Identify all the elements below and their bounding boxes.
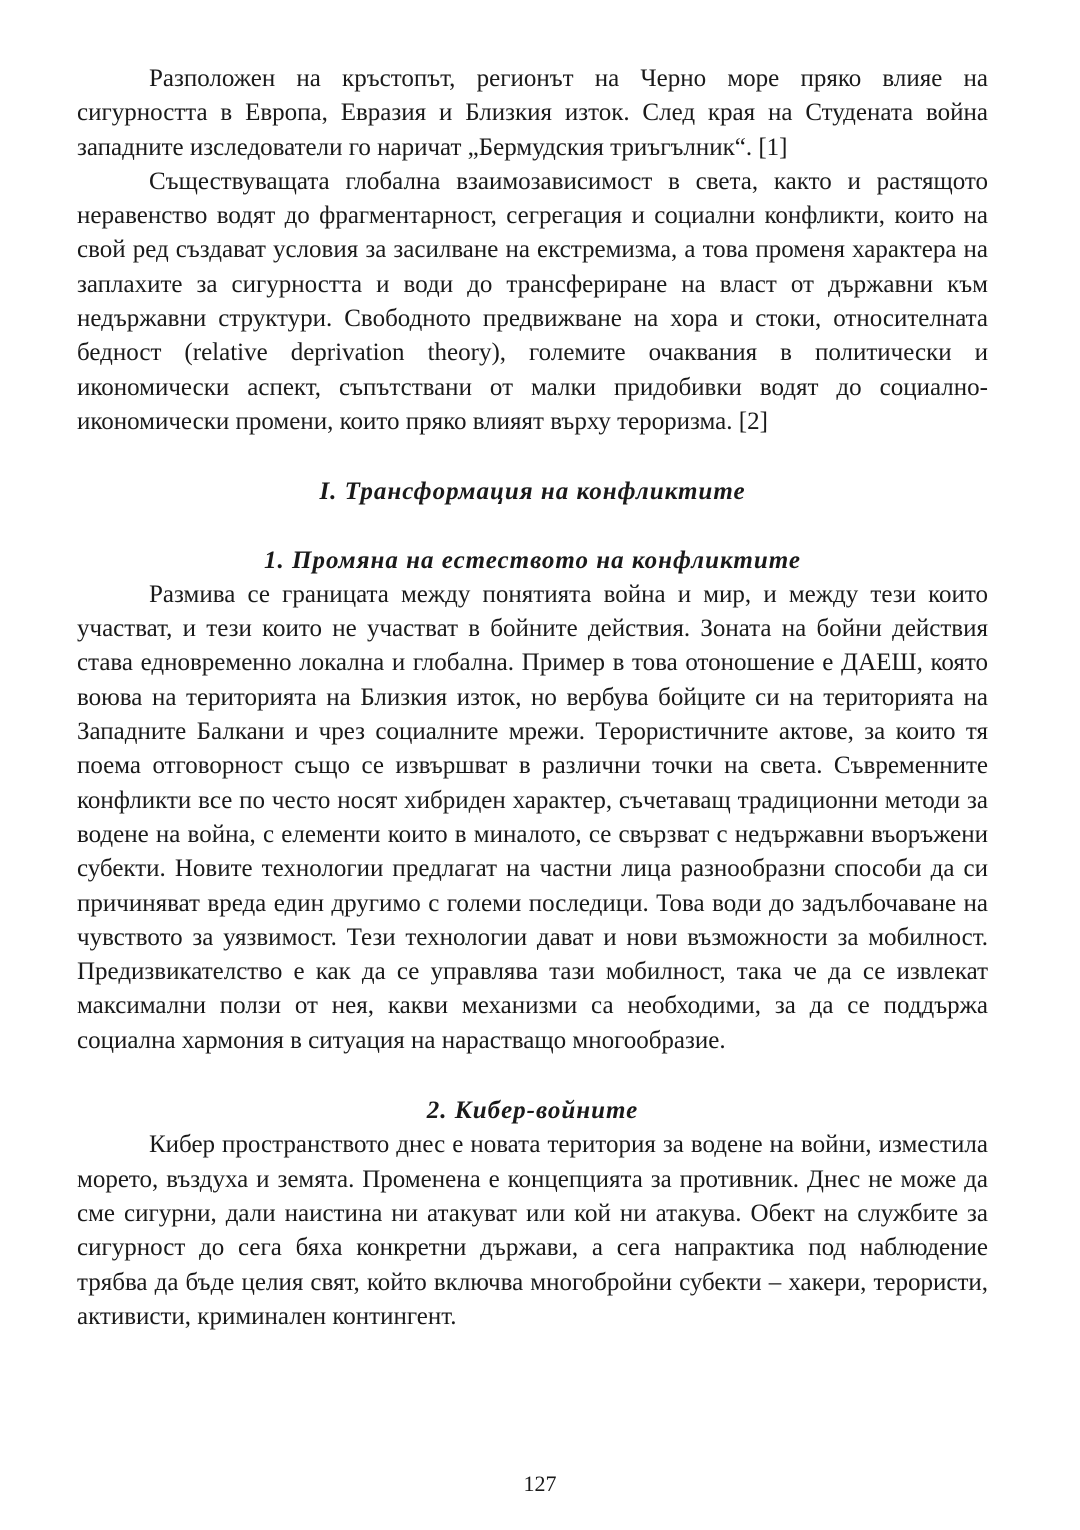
paragraph-intro-interdependence: Съществуващата глобална взаимозависимост в света, както и растящото неравенство водят до фрагментарност, сегрегация и социални конфликти, които на свой ред създават условия за засилване на екстремизма, а това променя характера на заплахите за сигурността и води до трансфериране на власт от държавни към недържавни структури. Свободното предвижване на хора и стоки, относителната бедност (relative deprivation theory), големите очаквания в политически и икономически аспект, съпътствани от малки придобивки водят до социално-икономически промени, които пряко влияят върху тероризма. [2]	[77, 167, 988, 435]
document-page	[77, 62, 988, 1334]
paragraph-cyber-wars: Кибер пространството днес е новата територия за водене на войни, изместила морето, въздуха и земята. Променена е концепцията за противник. Днес не може да сме сигурни, дали наистина ни атакуват или кой ни атакува. Обект на службите за сигурност до сега бяха конкретни държави, а сега напрактика под наблюдение трябва да бъде целия свят, който включва многобройни субекти – хакери, терористи, активисти, криминален контингент.	[77, 1131, 988, 1330]
subsection-heading-cyber-wars: 2. Кибер-войните	[426, 1097, 639, 1125]
paragraph-intro-black-sea: Разположен на кръстопът, регионът на Черно море пряко влияе на сигурността в Европа, Евразия и Близкия изток. След края на Студената война западните изследователи го наричат „Бермудския триъгълник“. [1]	[77, 65, 988, 161]
subsection-heading-nature-of-conflicts: 1. Промяна на естеството на конфликтите	[264, 546, 801, 574]
paragraph-nature-of-conflicts: Размива се границата между понятията война и мир, и между тези които участват, и тези които не участват в бойните действия. Зоната на бойни действия става едновременно локална и глобална. Пример в това отоношение е ДАЕШ, която воюва на територията на Близкия изток, но вербува бойците си на територията на Западните Балкани и чрез социалните мрежи. Терористичните актове, за които тя поема отговорност също се извършват в различни точки на света. Съвременните конфликти все по често носят хибриден характер, съчетаващ традиционни методи за водене на война, с елементи които в миналото, се свързват с недържавни въоръжени субекти. Новите технологии предлагат на частни лица разнообразни способи да си причиняват вреда един другимо с големи последици. Това води до задълбочаване на чувството за уязвимост. Тези технологии дават и нови възможности за мобилност. Предизвикателство е как да се управлява тази мобилност, така че да се извлекат максимални ползи от нея, какви механизми са необходими, за да се поддържа социална хармония в ситуация на нарастващо многообразие.	[77, 580, 988, 1054]
page-number: 127	[523, 1471, 557, 1496]
section-heading-transformation: I. Трансформация на конфликтите	[319, 478, 746, 506]
